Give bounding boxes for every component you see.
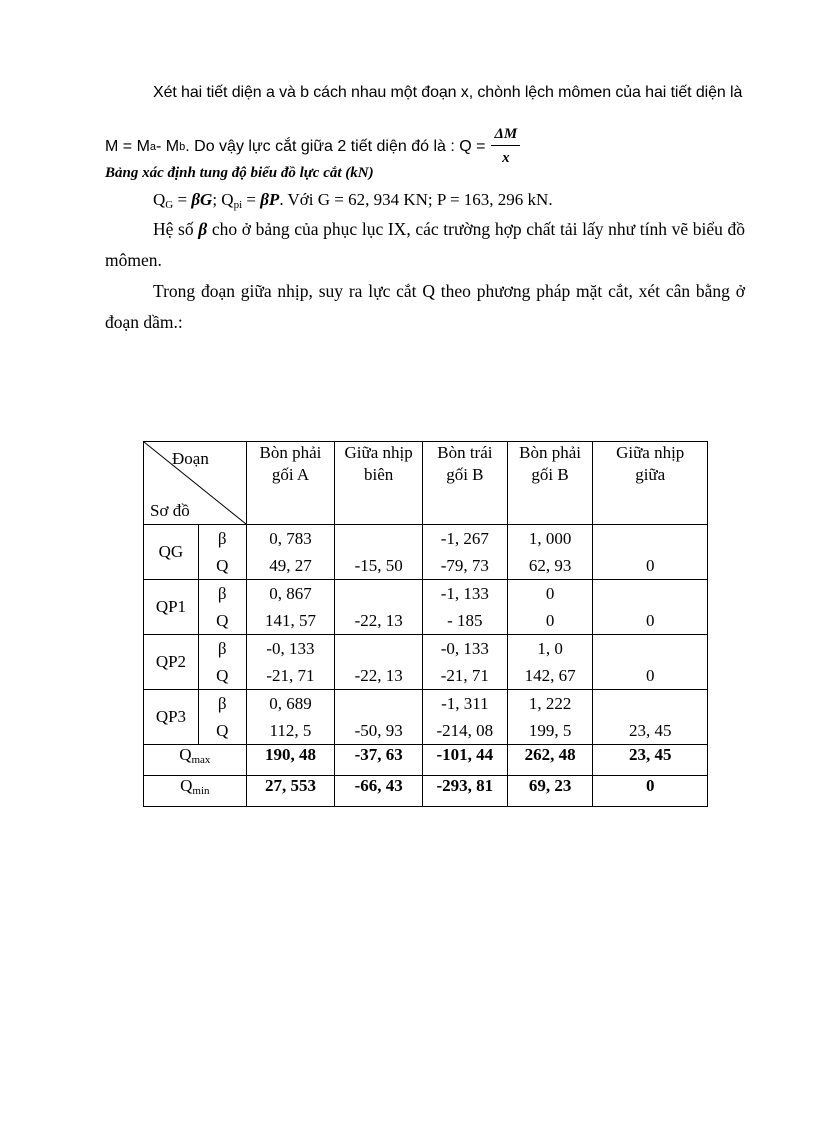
table-cell: 0: [593, 580, 708, 635]
table-row-qg: [144, 525, 708, 580]
table-cell: 69, 23: [507, 776, 593, 807]
corner-top-label: Đoạn: [172, 449, 209, 468]
paragraph-section-method: [105, 276, 745, 338]
table-cell: 27, 553: [246, 776, 335, 807]
column-header: Bòn phải gối B: [507, 442, 593, 525]
table-row-qp1: [144, 580, 708, 635]
subscript-a: a: [149, 140, 157, 153]
fraction-numerator: ΔM: [491, 126, 520, 146]
moment-minus-mb: - M: [156, 137, 180, 155]
table-cell: -22, 13: [335, 580, 423, 635]
table-row-qmax: [144, 745, 708, 776]
table-cell: 262, 48: [507, 745, 593, 776]
symbol-cell: β Q: [198, 690, 246, 745]
p3-before: Hệ số: [153, 219, 199, 239]
formula-qp-sub: pi: [233, 199, 243, 211]
formula-eq1: =: [173, 190, 192, 209]
row-label: QP1: [144, 580, 199, 635]
section-heading: Bảng xác định tung độ biểu đồ lực cắt (kN): [105, 165, 374, 181]
table-cell: -37, 63: [335, 745, 423, 776]
formula-eq2: =: [242, 190, 261, 209]
symbol-cell: β Q: [198, 525, 246, 580]
table-cell: 190, 48: [246, 745, 335, 776]
column-header: Bòn phải gối A: [246, 442, 335, 525]
table-row-qp2: [144, 635, 708, 690]
shear-text: . Do vậy lực cắt giữa 2 tiết diện đó là : Q =: [185, 137, 486, 155]
corner-bottom-label: Sơ đồ: [150, 501, 190, 520]
row-label: QG: [144, 525, 199, 580]
table-cell: 0: [593, 776, 708, 807]
formula-beta-g: βG: [191, 190, 213, 209]
table-cell: -1, 267 -79, 73: [423, 525, 508, 580]
qmin-label: $Q_{min}$: [144, 776, 247, 807]
table-header-row: [144, 442, 708, 525]
formula-qg-sub: G: [165, 199, 174, 211]
table-cell: 23, 45: [593, 745, 708, 776]
table-cell: -0, 133 -21, 71: [246, 635, 335, 690]
shear-fraction: [491, 126, 520, 167]
table-cell: 0, 783 49, 27: [246, 525, 335, 580]
table-row-qmin: [144, 776, 708, 807]
row-label: QP3: [144, 690, 199, 745]
table-cell: 0, 689 112, 5: [246, 690, 335, 745]
paragraph-beta-coefficient: [105, 214, 745, 276]
paragraph-shear-formula: [105, 126, 520, 167]
beta-symbol: β: [198, 219, 208, 239]
table-cell: 0: [593, 525, 708, 580]
table-cell: 1, 0 142, 67: [507, 635, 593, 690]
table-cell: 1, 000 62, 93: [507, 525, 593, 580]
table-cell: 23, 45: [593, 690, 708, 745]
shear-force-table: [143, 441, 708, 807]
corner-diagonal-cell: [144, 442, 247, 525]
p3-after: cho ở bảng của phục lục IX, các trường hợp chất tải lấy như tính vẽ biểu đồ mômen.: [105, 219, 745, 270]
table-cell: -293, 81: [423, 776, 508, 807]
table-cell: 0: [593, 635, 708, 690]
symbol-cell: β Q: [198, 635, 246, 690]
formula-values: . Với G = 62, 934 KN; P = 163, 296 kN.: [279, 190, 553, 209]
table-cell: -101, 44: [423, 745, 508, 776]
row-label: QP2: [144, 635, 199, 690]
paragraph-moment-difference: Xét hai tiết diện a và b cách nhau một đoạn x, chònh lệch mômen của hai tiết diện là: [153, 84, 743, 101]
formula-line: [153, 190, 553, 211]
column-header: Bòn trái gối B: [423, 442, 508, 525]
symbol-cell: β Q: [198, 580, 246, 635]
table-cell: -0, 133 -21, 71: [423, 635, 508, 690]
table-cell: -22, 13: [335, 635, 423, 690]
formula-beta-p: βP: [260, 190, 280, 209]
formula-sep: ; Q: [212, 190, 234, 209]
column-header: Giữa nhịp giữa: [593, 442, 708, 525]
table-row-qp3: [144, 690, 708, 745]
subscript-b: b: [179, 140, 186, 153]
column-header: Giữa nhịp biên: [335, 442, 423, 525]
table-cell: -1, 311 -214, 08: [423, 690, 508, 745]
table-cell: -66, 43: [335, 776, 423, 807]
table-cell: 0, 867 141, 57: [246, 580, 335, 635]
moment-m: M = M: [105, 137, 150, 155]
p4-text: Trong đoạn giữa nhịp, suy ra lực cắt Q theo phương pháp mặt cắt, xét cân bằng ở đoạn dầm.:: [105, 281, 745, 332]
formula-qg: Q: [153, 190, 166, 209]
qmax-label: $Q_{max}$: [144, 745, 247, 776]
table-cell: -50, 93: [335, 690, 423, 745]
table-cell: 0 0: [507, 580, 593, 635]
fraction-denominator: x: [502, 150, 510, 166]
table-cell: -1, 133 - 185: [423, 580, 508, 635]
table-cell: -15, 50: [335, 525, 423, 580]
table-cell: 1, 222 199, 5: [507, 690, 593, 745]
